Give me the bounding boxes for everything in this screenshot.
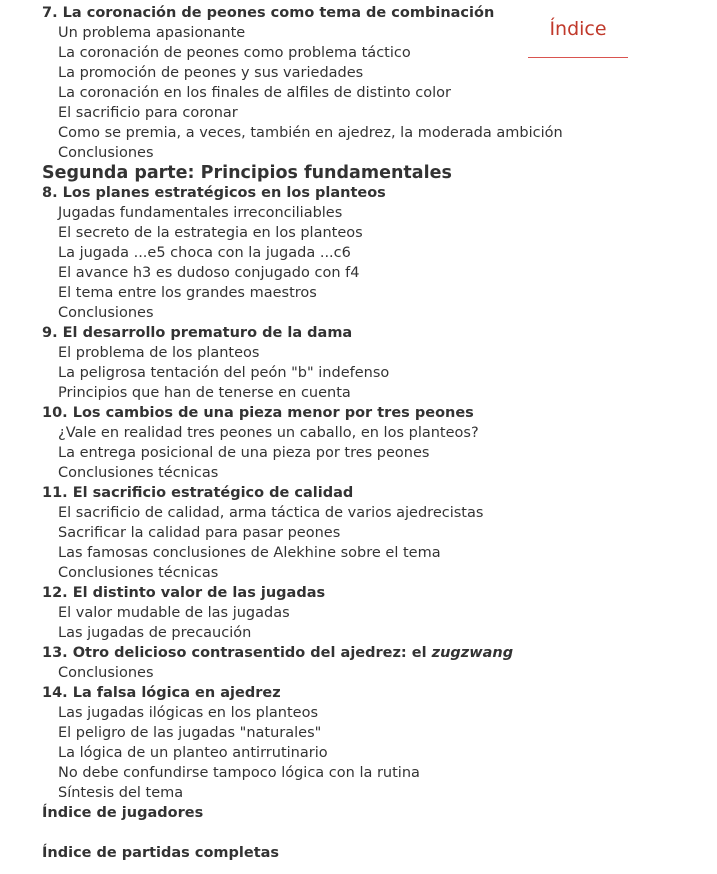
toc-section-link[interactable] [42,563,562,583]
toc-section-link[interactable] [42,383,562,403]
toc-section-link[interactable] [42,263,562,283]
toc-section-link[interactable] [42,703,562,723]
toc-entry-text: 11. El sacrificio estratégico de calidad [42,485,354,501]
toc-section-link[interactable] [42,523,562,543]
toc-section-link[interactable] [42,363,562,383]
toc-section-link[interactable] [42,283,562,303]
toc-entry-text: 9. El desarrollo prematuro de la dama [42,325,353,341]
table-of-contents [42,3,562,863]
toc-entry-text: La coronación de peones como problema táctico [58,45,411,61]
toc-entry-text: Conclusiones técnicas [58,465,219,481]
toc-entry-text: El sacrificio para coronar [58,105,238,121]
toc-entry-italic-text: zugzwang [431,645,514,661]
toc-entry-text: El avance h3 es dudoso conjugado con f4 [58,265,360,281]
toc-chapter-link[interactable] [42,323,562,343]
toc-section-link[interactable] [42,123,562,143]
toc-section-link[interactable] [42,663,562,683]
toc-entry-text: El sacrificio de calidad, arma táctica de varios ajedrecistas [58,505,484,521]
toc-entry-text: El secreto de la estrategia en los planteos [58,225,363,241]
toc-entry-text: Conclusiones [58,665,154,681]
toc-section-link[interactable] [42,543,562,563]
toc-entry-text: La jugada ...e5 choca con la jugada ...c6 [58,245,351,261]
toc-entry-text: Índice de jugadores [42,805,204,821]
toc-entry-text: La lógica de un planteo antirrutinario [58,745,328,761]
toc-entry-text: Segunda parte: Principios fundamentales [42,163,452,183]
toc-entry-text: 10. Los cambios de una pieza menor por tres peones [42,405,474,421]
toc-entry-text: Conclusiones [58,145,154,161]
toc-section-link[interactable] [42,63,562,83]
toc-part-heading [42,163,562,183]
toc-entry-text: 14. La falsa lógica en ajedrez [42,685,281,701]
toc-section-link[interactable] [42,443,562,463]
toc-chapter-link[interactable] [42,183,562,203]
toc-entry-text: 13. Otro delicioso contrasentido del ajedrez: el [42,645,432,661]
toc-entry-text: Principios que han de tenerse en cuenta [58,385,351,401]
toc-entry-text: Índice de partidas completas [42,845,280,861]
toc-chapter-link[interactable] [42,803,562,823]
toc-section-link[interactable] [42,103,562,123]
toc-section-link[interactable] [42,223,562,243]
toc-section-link[interactable] [42,743,562,763]
toc-entry-text: Las jugadas de precaución [58,625,252,641]
toc-entry-text: La coronación en los finales de alfiles de distinto color [58,85,451,101]
toc-entry-text: No debe confundirse tampoco lógica con la rutina [58,765,420,781]
toc-entry-text: Un problema apasionante [58,25,246,41]
index-link[interactable]: Índice [528,14,628,58]
toc-section-link[interactable] [42,83,562,103]
toc-entry-text: ¿Vale en realidad tres peones un caballo, en los planteos? [58,425,479,441]
toc-entry-text: La entrega posicional de una pieza por tres peones [58,445,430,461]
toc-section-link[interactable] [42,603,562,623]
toc-entry-text: Conclusiones técnicas [58,565,219,581]
toc-section-link[interactable] [42,43,562,63]
toc-section-link[interactable] [42,783,562,803]
toc-entry-text: El valor mudable de las jugadas [58,605,290,621]
toc-section-link[interactable] [42,143,562,163]
toc-section-link[interactable] [42,463,562,483]
spacer [42,823,562,843]
toc-section-link[interactable] [42,243,562,263]
toc-entry-text: Jugadas fundamentales irreconciliables [58,205,343,221]
toc-chapter-link[interactable] [42,583,562,603]
toc-chapter-link[interactable] [42,403,562,423]
toc-entry-text: El peligro de las jugadas "naturales" [58,725,322,741]
toc-entry-text: Las jugadas ilógicas en los planteos [58,705,318,721]
toc-entry-text: 12. El distinto valor de las jugadas [42,585,326,601]
toc-entry-text: 8. Los planes estratégicos en los planteos [42,185,386,201]
toc-entry-text: El tema entre los grandes maestros [58,285,317,301]
toc-chapter-link[interactable] [42,843,562,863]
toc-section-link[interactable] [42,423,562,443]
toc-chapter-link[interactable] [42,683,562,703]
toc-entry-text: Las famosas conclusiones de Alekhine sobre el tema [58,545,441,561]
toc-section-link[interactable] [42,763,562,783]
toc-section-link[interactable] [42,623,562,643]
toc-entry-text: Conclusiones [58,305,154,321]
toc-section-link[interactable] [42,723,562,743]
toc-entry-text: Síntesis del tema [58,785,184,801]
toc-section-link[interactable] [42,503,562,523]
toc-section-link[interactable] [42,343,562,363]
toc-section-link[interactable] [42,203,562,223]
toc-section-link[interactable] [42,23,562,43]
toc-entry-text: Sacrificar la calidad para pasar peones [58,525,341,541]
toc-chapter-link[interactable] [42,643,562,663]
toc-entry-text: 7. La coronación de peones como tema de combinación [42,5,495,21]
toc-chapter-link[interactable] [42,3,562,23]
toc-entry-text: La peligrosa tentación del peón "b" indefenso [58,365,390,381]
toc-chapter-link[interactable] [42,483,562,503]
toc-entry-text: El problema de los planteos [58,345,260,361]
toc-entry-text: Como se premia, a veces, también en ajedrez, la moderada ambición [58,125,563,141]
toc-entry-text: La promoción de peones y sus variedades [58,65,364,81]
toc-section-link[interactable] [42,303,562,323]
